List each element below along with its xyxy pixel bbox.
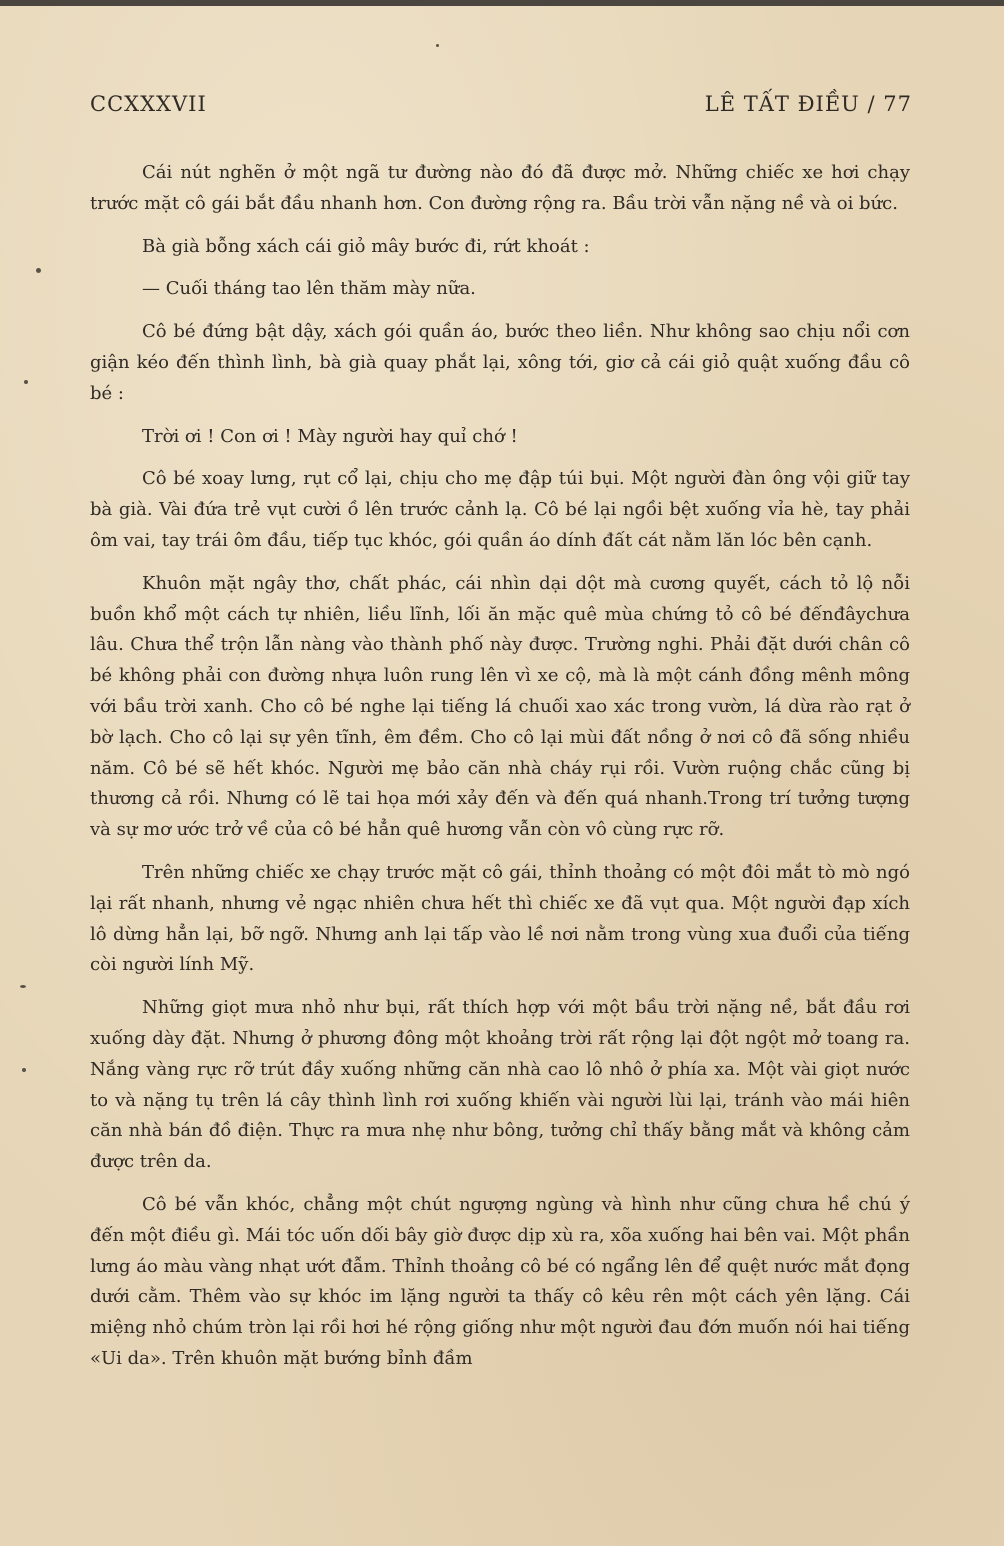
paragraph: Những giọt mưa nhỏ như bụi, rất thích hợp với một bầu trời nặng nề, bắt đầu rơi xuống dày đặt. Nhưng ở phương đông một khoảng trời rất rộng lại đột ngột mở toang ra. Nắng vàng rực rỡ trút đầy xuống những căn nhà cao lô nhô ở phía xa. Một vài giọt nước to và nặng tụ trên lá cây thình lình rơi xuống khiến vài người lùi lại, tránh vào mái hiên căn nhà bán đồ điện. Thực ra mưa nhẹ như bông, tưởng chỉ thấy bằng mắt và không cảm được trên da. [90,997,910,1173]
paper-speck [22,1068,26,1072]
running-title-page-number: LÊ TẤT ĐIỀU / 77 [704,92,912,116]
paragraph: Bà già bỗng xách cái giỏ mây bước đi, rứt khoát : [142,235,590,257]
chapter-number: CCXXXVII [90,92,207,116]
paragraph: Khuôn mặt ngây thơ, chất phác, cái nhìn dại dột mà cương quyết, cách tỏ lộ nỗi buồn khổ một cách tự nhiên, liều lĩnh, lối ăn mặc quê mùa chứng tỏ cô bé đếnđâychưa lâu. Chưa thể trộn lẫn nàng vào thành phố này được. Trường nghi. Phải đặt dưới chân cô bé không phải con đường nhựa luôn rung lên vì xe cộ, mà là một cánh đồng mênh mông với bầu trời xanh. Cho cô bé nghe lại tiếng lá chuối xao xác trong vườn, lá dừa rào rạt ở bờ lạch. Cho cô lại sự yên tĩnh, êm đềm. Cho cô lại mùi đất nồng ở nơi cô đã sống nhiều năm. Cô bé sẽ hết khóc. Người mẹ bảo căn nhà cháy rụi rồi. Vườn ruộng chắc cũng bị thương cả rồi. Nhưng có lẽ tai họa mới xảy đến và đến quá nhanh.Trong trí tưởng tượng và sự mơ ước trở về của cô bé hẳn quê hương vẫn còn vô cùng rực rỡ. [90,572,910,841]
paragraph: Cô bé vẫn khóc, chẳng một chút ngượng ngùng và hình như cũng chưa hề chú ý đến một điều gì. Mái tóc uốn dối bây giờ được dịp xù ra, xõa xuống hai bên vai. Một phần lưng áo màu vàng nhạt ướt đẫm. Thỉnh thoảng cô bé có ngẩng lên để quệt nước mắt đọng dưới cằm. Thêm vào sự khóc im lặng người ta thấy cô kêu rên một cách yên lặng. Cái miệng nhỏ chúm tròn lại rồi hơi hé rộng giống như một người đau đớn muốn nói hai tiếng «Ui da». Trên khuôn mặt bướng bỉnh đầm [90,1193,910,1369]
dialogue-line: Trời ơi ! Con ơi ! Mày người hay quỉ chớ ! [142,425,518,447]
paper-speck [20,985,26,988]
paragraph: Trên những chiếc xe chạy trước mặt cô gái, thỉnh thoảng có một đôi mắt tò mò ngó lại rất nhanh, nhưng vẻ ngạc nhiên chưa hết thì chiếc xe đã vụt qua. Một người đạp xích lô dừng hẳn lại, bỡ ngỡ. Nhưng anh lại tấp vào lề nơi nằm trong vùng xua đuổi của tiếng còi người lính Mỹ. [90,861,910,976]
paper-speck [436,44,439,47]
paragraph: Cô bé xoay lưng, rụt cổ lại, chịu cho mẹ đập túi bụi. Một người đàn ông vội giữ tay bà già. Vài đứa trẻ vụt cười ồ lên trước cảnh lạ. Cô bé lại ngồi bệt xuống vỉa hè, tay phải ôm vai, tay trái ôm đầu, tiếp tục khóc, gói quần áo dính đất cát nằm lăn lóc bên cạnh. [90,468,910,551]
paper-speck [24,380,28,384]
body-text [90,158,910,1387]
dialogue-line: — Cuối tháng tao lên thăm mày nữa. [142,278,476,300]
paper-speck [36,268,41,273]
paragraph: Cái nút nghẽn ở một ngã tư đường nào đó đã được mở. Những chiếc xe hơi chạy trước mặt cô gái bắt đầu nhanh hơn. Con đường rộng ra. Bầu trời vẫn nặng nề và oi bức. [90,162,910,214]
top-edge-rule [0,0,1004,6]
paragraph: Cô bé đứng bật dậy, xách gói quần áo, bước theo liền. Như không sao chịu nổi cơn giận kéo đến thình lình, bà già quay phắt lại, xông tới, giơ cả cái giỏ quật xuống đầu cô bé : [90,321,910,404]
